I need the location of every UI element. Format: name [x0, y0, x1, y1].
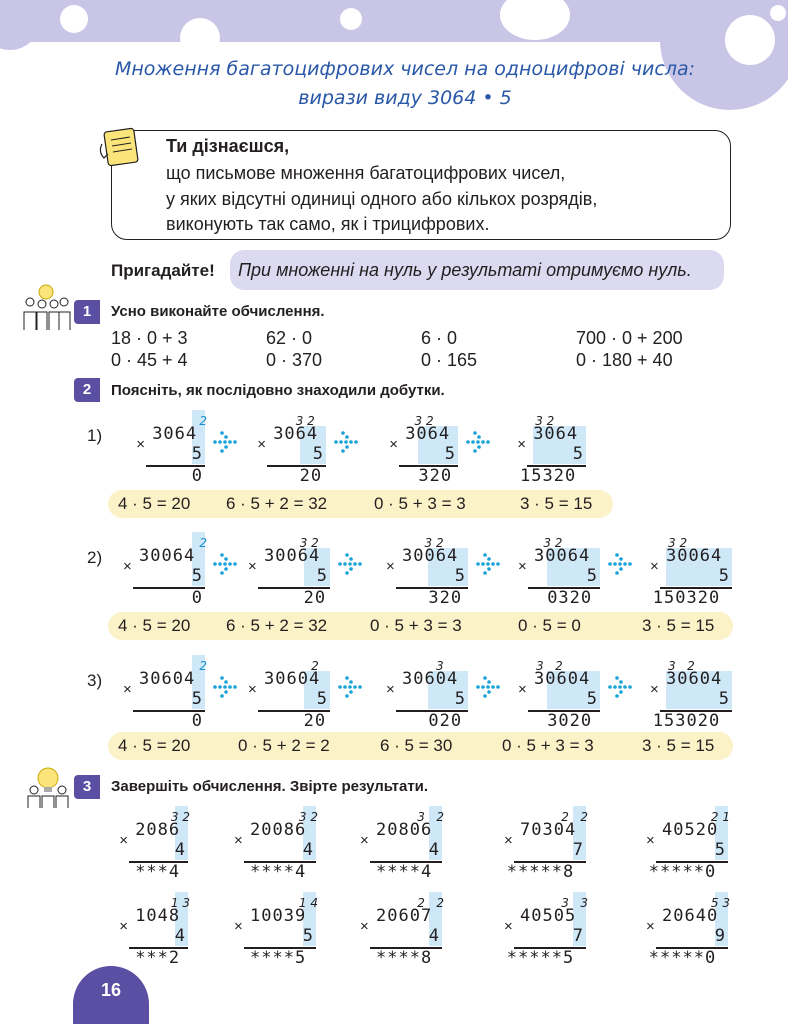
multiplier: 5 — [191, 689, 204, 709]
equation: 0 · 5 + 3 = 3 — [370, 616, 462, 635]
product: 0 — [191, 711, 204, 731]
multiplier: 5 — [454, 689, 467, 709]
multiplier: 5 — [191, 566, 204, 586]
product: 15320 — [520, 466, 577, 486]
equation: 3 · 5 = 15 — [520, 494, 593, 513]
expression: 0 · 45 + 4 — [111, 350, 188, 370]
carry-digits: 3 — [435, 659, 444, 673]
multiplicand: 30064 — [534, 546, 591, 566]
dotted-arrow-icon — [466, 430, 496, 454]
multiplier: 4 — [174, 840, 187, 860]
multiplicand: 30604 — [402, 669, 459, 689]
task-title: Поясніть, як послідовно знаходили добутки. — [111, 382, 445, 399]
remember-text: При множенні на нуль у результаті отримуємо нуль. — [238, 260, 692, 280]
multiplicand: 20607 — [376, 906, 433, 926]
carry-digits: 3 2 — [668, 659, 695, 673]
equation: 3 · 5 = 15 — [642, 616, 715, 635]
multiplier: 5 — [586, 689, 599, 709]
multiplier: 5 — [454, 566, 467, 586]
multiplier: 5 — [572, 444, 585, 464]
expression: 18 · 0 + 3 — [111, 328, 188, 348]
page-title — [80, 55, 730, 113]
times-sign: × — [504, 832, 513, 849]
multiplier: 5 — [718, 689, 731, 709]
equation: 6 · 5 = 30 — [380, 736, 453, 755]
multiplier: 4 — [428, 926, 441, 946]
carry-digits: 1 4 — [298, 896, 318, 910]
group-people-icon — [18, 282, 74, 334]
multiplier: 5 — [191, 444, 204, 464]
times-sign: × — [248, 681, 257, 698]
expression: 0 · 180 + 40 — [576, 350, 673, 370]
remember-label: Пригадайте! — [111, 261, 215, 280]
carry-digits: 3 2 — [543, 536, 563, 550]
task-number-badge: 3 — [74, 775, 100, 799]
product: *****8 — [506, 862, 575, 882]
times-sign: × — [650, 681, 659, 698]
task-title: Завершіть обчислення. Звірте результати. — [111, 778, 429, 795]
multiplier: 7 — [572, 926, 585, 946]
times-sign: × — [386, 681, 395, 698]
carry-digits: 2 2 — [561, 810, 588, 824]
dotted-arrow-icon — [213, 430, 243, 454]
task-number-badge: 1 — [74, 300, 100, 324]
multiplicand: 30064 — [264, 546, 321, 566]
multiplicand: 40505 — [520, 906, 577, 926]
dotted-arrow-icon — [334, 430, 364, 454]
times-sign: × — [650, 558, 659, 575]
product: 320 — [418, 466, 453, 486]
equation: 6 · 5 + 2 = 32 — [226, 616, 328, 635]
times-sign: × — [504, 918, 513, 935]
carry-digits: 3 2 — [414, 414, 434, 428]
product: 0 — [191, 588, 204, 608]
carry-digits: 3 2 — [299, 536, 319, 550]
product: ***2 — [135, 948, 181, 968]
multiplicand: 3064 — [273, 424, 319, 444]
multiplier: 9 — [714, 926, 727, 946]
expression: 6 · 0 — [421, 328, 458, 348]
times-sign: × — [646, 918, 655, 935]
product: 320 — [428, 588, 463, 608]
times-sign: × — [517, 436, 526, 453]
product: 0320 — [547, 588, 593, 608]
dotted-arrow-icon — [608, 675, 638, 699]
carry-digits: 3 2 — [295, 414, 315, 428]
product: *****5 — [506, 948, 575, 968]
times-sign: × — [646, 832, 655, 849]
times-sign: × — [386, 558, 395, 575]
learn-line: що письмове множення багатоцифрових чисел, — [166, 163, 566, 183]
equation: 4 · 5 = 20 — [118, 616, 191, 635]
carry-digits: 3 2 — [668, 536, 688, 550]
times-sign: × — [360, 918, 369, 935]
multiplier: 5 — [316, 689, 329, 709]
expression: 0 · 165 — [421, 350, 478, 370]
multiplier: 5 — [316, 566, 329, 586]
carry-digits: 3 2 — [298, 810, 318, 824]
equation: 0 · 5 + 3 = 3 — [374, 494, 466, 513]
dotted-arrow-icon — [213, 552, 243, 576]
carry-digits: 3 2 — [535, 414, 555, 428]
product: ***4 — [135, 862, 181, 882]
carry-digits: 1 3 — [170, 896, 190, 910]
product: 153020 — [652, 711, 721, 731]
lightbulb-people-icon — [22, 766, 74, 808]
example-label: 3) — [87, 671, 103, 690]
equation: 4 · 5 = 20 — [118, 736, 191, 755]
multiplicand: 30604 — [534, 669, 591, 689]
carry-digits: 3 2 — [170, 810, 190, 824]
equation: 6 · 5 + 2 = 32 — [226, 494, 328, 513]
title-line-1: Множення багатоцифрових чисел на одноцифрові числа: — [114, 58, 696, 80]
times-sign: × — [248, 558, 257, 575]
multiplier: 5 — [586, 566, 599, 586]
times-sign: × — [234, 918, 243, 935]
decor-circle — [60, 5, 88, 33]
decor-circle — [180, 18, 220, 58]
times-sign: × — [257, 436, 266, 453]
equation: 4 · 5 = 20 — [118, 494, 191, 513]
carry-digits: 2 — [199, 659, 207, 673]
expression: 700 · 0 + 200 — [576, 328, 683, 348]
multiplier: 4 — [174, 926, 187, 946]
carry-digits: 3 2 — [424, 536, 444, 550]
product: 0 — [191, 466, 204, 486]
multiplicand: 30064 — [139, 546, 196, 566]
example-label: 2) — [87, 548, 103, 567]
multiplicand: 10039 — [250, 906, 307, 926]
multiplicand: 20806 — [376, 820, 433, 840]
expression: 0 · 370 — [266, 350, 323, 370]
learn-line: виконують так само, як і трицифрових. — [166, 214, 490, 234]
dotted-arrow-icon — [476, 675, 506, 699]
multiplicand: 20086 — [250, 820, 307, 840]
product: 20 — [299, 466, 323, 486]
equation: 0 · 5 = 0 — [518, 616, 581, 635]
dotted-arrow-icon — [338, 552, 368, 576]
multiplicand: 3064 — [405, 424, 451, 444]
equation: 0 · 5 + 3 = 3 — [502, 736, 594, 755]
multiplicand: 3064 — [152, 424, 198, 444]
multiplicand: 20640 — [662, 906, 719, 926]
carry-digits: 3 2 — [417, 810, 444, 824]
note-icon — [96, 126, 142, 172]
times-sign: × — [123, 558, 132, 575]
multiplicand: 3064 — [533, 424, 579, 444]
decor-circle — [340, 8, 362, 30]
multiplicand: 30064 — [666, 546, 723, 566]
task-title: Усно виконайте обчислення. — [111, 303, 325, 320]
product: ****5 — [250, 948, 307, 968]
multiplicand: 2086 — [135, 820, 181, 840]
dotted-arrow-icon — [608, 552, 638, 576]
multiplier: 5 — [444, 444, 457, 464]
carry-digits: 2 2 — [417, 896, 444, 910]
multiplicand: 30604 — [139, 669, 196, 689]
product: ****8 — [376, 948, 433, 968]
decor-circle — [770, 5, 786, 21]
times-sign: × — [119, 832, 128, 849]
multiplicand: 30604 — [264, 669, 321, 689]
multiplier: 5 — [312, 444, 325, 464]
equation: 3 · 5 = 15 — [642, 736, 715, 755]
product: 20 — [303, 711, 327, 731]
multiplicand: 70304 — [520, 820, 577, 840]
times-sign: × — [123, 681, 132, 698]
decor-circle — [0, 0, 40, 50]
times-sign: × — [119, 918, 128, 935]
product: ****4 — [250, 862, 307, 882]
learn-heading: Ти дізнаєшся, — [166, 136, 290, 156]
times-sign: × — [389, 436, 398, 453]
multiplicand: 1048 — [135, 906, 181, 926]
dotted-arrow-icon — [476, 552, 506, 576]
example-label: 1) — [87, 426, 103, 445]
decor-circle — [725, 15, 775, 65]
learn-line: у яких відсутні одиниці одного або кількох розрядів, — [166, 189, 598, 209]
multiplicand: 30604 — [666, 669, 723, 689]
title-line-2: вирази виду 3064 • 5 — [298, 87, 512, 109]
product: 150320 — [652, 588, 721, 608]
dotted-arrow-icon — [213, 675, 243, 699]
product: 020 — [428, 711, 463, 731]
dotted-arrow-icon — [338, 675, 368, 699]
carry-digits: 5 3 — [710, 896, 730, 910]
product: 3020 — [547, 711, 593, 731]
product: *****0 — [648, 948, 717, 968]
times-sign: × — [518, 558, 527, 575]
equation: 0 · 5 + 2 = 2 — [238, 736, 330, 755]
carry-digits: 3 2 — [536, 659, 563, 673]
expression: 62 · 0 — [266, 328, 313, 348]
times-sign: × — [360, 832, 369, 849]
task-number-badge: 2 — [74, 378, 100, 402]
multiplier: 7 — [572, 840, 585, 860]
page-number: 16 — [73, 966, 149, 1024]
times-sign: × — [234, 832, 243, 849]
carry-digits: 2 — [311, 659, 319, 673]
multiplier: 5 — [714, 840, 727, 860]
times-sign: × — [518, 681, 527, 698]
multiplicand: 30064 — [402, 546, 459, 566]
multiplicand: 40520 — [662, 820, 719, 840]
product: *****0 — [648, 862, 717, 882]
product: 20 — [303, 588, 327, 608]
multiplier: 5 — [302, 926, 315, 946]
carry-digits: 3 3 — [561, 896, 588, 910]
carry-digits: 2 1 — [710, 810, 730, 824]
multiplier: 5 — [718, 566, 731, 586]
multiplier: 4 — [302, 840, 315, 860]
product: ****4 — [376, 862, 433, 882]
carry-digits: 2 — [199, 414, 207, 428]
times-sign: × — [136, 436, 145, 453]
multiplier: 4 — [428, 840, 441, 860]
carry-digits: 2 — [199, 536, 207, 550]
